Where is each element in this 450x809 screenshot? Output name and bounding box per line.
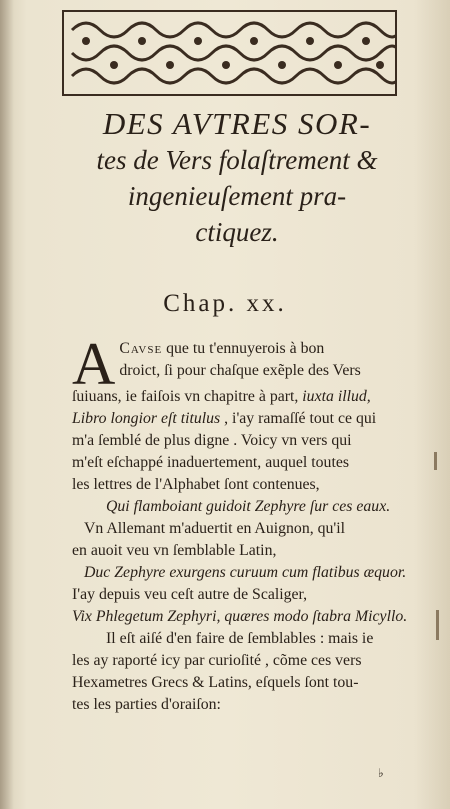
edge-mark xyxy=(436,610,439,640)
example-verse-1: Qui flamboiant guidoit Zephyre ſur ces eaux. xyxy=(106,498,391,515)
catchword-mark: ♭ xyxy=(378,766,384,780)
heading-line-2: tes de Vers folaſtrement & xyxy=(96,145,378,175)
headpiece-ornament xyxy=(62,10,397,96)
heading-line-1: DES AVTRES SOR- xyxy=(102,106,372,141)
text-line: m'a ſemblé de plus digne . Voicy vn vers qui xyxy=(72,432,352,449)
text-line: Hexametres Grecs & Latins, eſquels ſont tou- xyxy=(72,674,359,691)
drop-cap: A xyxy=(72,331,116,397)
text-line: les lettres de l'Alphabet ſont contenues, xyxy=(72,476,320,493)
chapter-heading xyxy=(72,106,402,250)
edge-mark xyxy=(434,452,437,470)
example-verse-2: Duc Zephyre exurgens curuum cum flatibus æquor. xyxy=(84,564,407,581)
text-line: Cavse que tu t'ennuyerois à bon xyxy=(119,340,325,357)
heading-line-3: ingenieuſement pra- xyxy=(127,181,347,211)
body-text xyxy=(72,331,420,716)
chapter-number: Chap. xx. xyxy=(163,290,287,317)
example-verse-3: Vix Phlegetum Zephyri, quæres modo ſtabra Micyllo. xyxy=(72,608,408,625)
text-line: I'ay depuis veu ceſt autre de Scaliger, xyxy=(72,586,308,603)
text-line: Il eſt aiſé d'en faire de ſemblables : mais ie xyxy=(106,630,374,647)
text-line: m'eſt eſchappé inaduertement, auquel toutes xyxy=(72,454,349,471)
heading-line-4: ctiquez. xyxy=(195,217,279,247)
text-line: en auoit veu vn ſemblable Latin, xyxy=(72,542,277,559)
text-line: droict, ſi pour chaſque exẽple des Vers xyxy=(119,362,361,379)
gutter-shadow xyxy=(0,0,14,809)
text-line: Vn Allemant m'aduertit en Auignon, qu'il xyxy=(84,520,346,537)
text-line: ſuiuans, ie faiſois vn chapitre à part, iuxta illud, xyxy=(72,388,371,405)
text-line: tes les parties d'oraiſon: xyxy=(72,696,221,713)
text-line: Libro longior eſt titulus , i'ay ramaſſé tout ce qui xyxy=(72,410,377,427)
text-line: les ay raporté icy par curioſité , cõme ces vers xyxy=(72,652,362,669)
